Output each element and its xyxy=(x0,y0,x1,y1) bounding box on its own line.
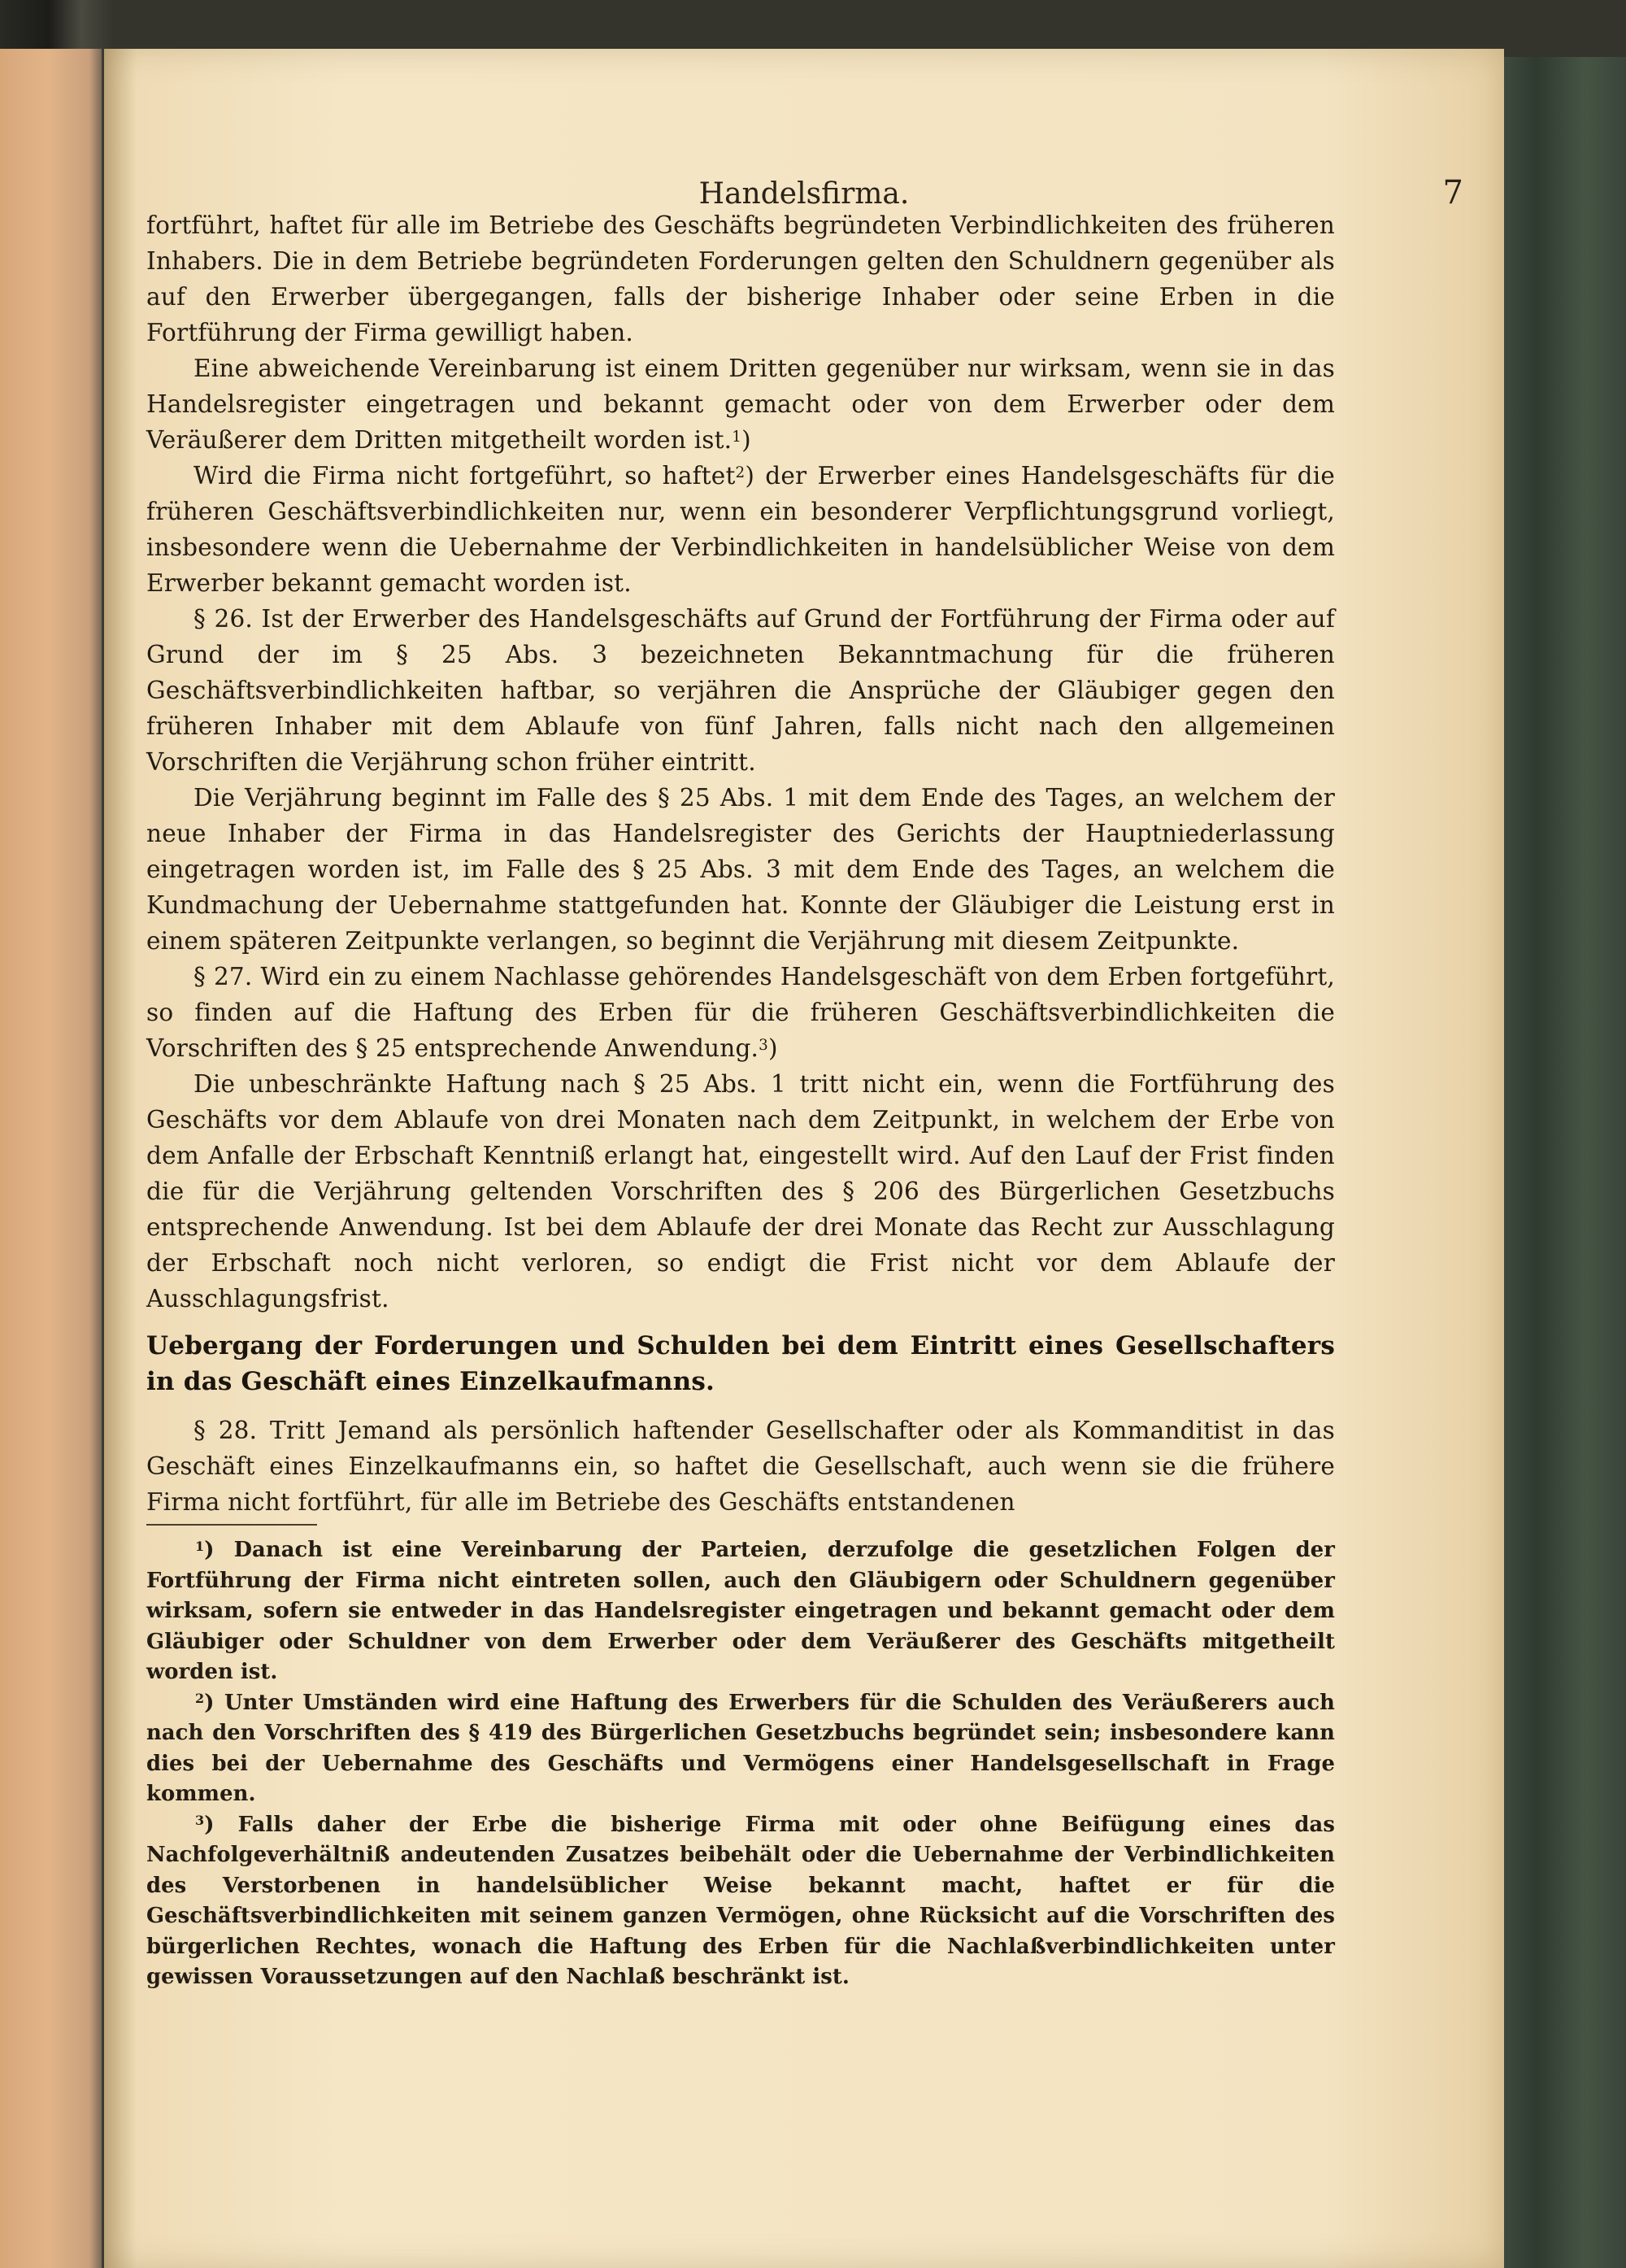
footnote xyxy=(146,1535,1335,1688)
paragraph xyxy=(146,207,1335,350)
paragraph-text: Die Verjährung beginnt im Falle des § 25 Abs. 1 mit dem Ende des Tages, an welchem der neue Inhaber der Firma in das Handelsregister des Gerichts der Hauptniederlassung eingetragen worden ist, im Falle des § 25 Abs. 3 mit dem Ende des Tages, an welchem die Kundmachung der Uebernahme stattgefunden hat. Konnte der Gläubiger die Leistung erst in einem späteren Zeitpunkte verlangen, so beginnt die Verjährung mit diesem Zeitpunkte. xyxy=(146,784,1335,955)
paragraph-text: Wird die Firma nicht fortgeführt, so haftet xyxy=(193,462,736,490)
paragraph-text: Eine abweichende Vereinbarung ist einem Dritten gegenüber nur wirksam, wenn sie in das Handelsregister eingetragen und bekannt gemacht oder von dem Erwerber oder dem Veräußerer dem Dritten mitgetheilt worden ist. xyxy=(146,355,1335,454)
paragraph-section-27: § 27. Wird ein zu einem Nachlasse gehörendes Handelsgeschäft von dem Erben fortgeführt, so finden auf die Haftung des Erben für die früheren Geschäftsverbindlichkeiten die Vorschriften des § 25 entsprechende Anwendung.$^3$) xyxy=(146,963,1335,1062)
body-text xyxy=(146,207,1335,1520)
footnote-divider xyxy=(146,1524,317,1526)
footnote-marker: 2 xyxy=(195,1691,205,1707)
paragraph-section-28 xyxy=(146,1413,1335,1520)
footnotes xyxy=(146,1535,1335,1993)
footnote-text: ) Danach ist eine Vereinbarung der Parteien, derzufolge die gesetzlichen Folgen der Fortführung der Firma nicht eintreten sollen, auch den Gläubigern oder Schuldnern gegenüber wirksam, sofern sie entweder in das Handelsregister eingetragen und bekannt gemacht oder dem Gläubiger oder Schuldner von dem Erwerber oder dem Veräußerer des Geschäfts mitgetheilt worden ist. xyxy=(146,1538,1335,1684)
page-number: 7 xyxy=(1442,174,1463,211)
facing-page-edge xyxy=(0,49,102,2268)
footnote xyxy=(146,1688,1335,1810)
section-heading: Uebergang der Forderungen und Schulden bei dem Eintritt eines Gesellschafters in das Geschäft eines Einzelkaufmanns. xyxy=(146,1331,1335,1396)
running-head: Handelsfirma. xyxy=(698,177,910,211)
footnote-marker: 3 xyxy=(195,1813,205,1829)
footnote-text: ) Falls daher der Erbe die bisherige Firma mit oder ohne Beifügung eines das Nachfolgeverhältniß andeutenden Zusatzes beibehält oder die Uebernahme der Verbindlichkeiten des Verstorbenen in handelsüblicher Weise bekannt macht, haftet er für die Geschäftsverbindlichkeiten mit seinem ganzen Vermögen, ohne Rücksicht auf die Vorschriften des bürgerlichen Rechtes, wonach die Haftung des Erben für die Nachlaßverbindlichkeiten unter gewissen Voraussetzungen auf den Nachlaß beschränkt ist. xyxy=(146,1812,1335,1989)
footnote-ref: 1 xyxy=(732,428,742,446)
footnote-ref: 3 xyxy=(759,1036,768,1054)
paragraph-text: § 26. Ist der Erwerber des Handelsgeschäfts auf Grund der Fortführung der Firma oder auf Grund der im § 25 Abs. 3 bezeichneten Bekanntmachung für die früheren Geschäftsverbindlichkeiten haftbar, so verjähren die Ansprüche der Gläubiger gegen den früheren Inhaber mit dem Ablaufe von fünf Jahren, falls nicht nach den allgemeinen Vorschriften die Verjährung schon früher eintritt. xyxy=(146,605,1335,776)
paragraph: Eine abweichende Vereinbarung ist einem Dritten gegenüber nur wirksam, wenn sie in das Handelsregister eingetragen und bekannt gemacht oder von dem Erwerber oder dem Veräußerer dem Dritten mitgetheilt worden ist.$^1$) xyxy=(146,355,1335,454)
paragraph-text: § 28. Tritt Jemand als persönlich haftender Gesellschafter oder als Kommanditist in das Geschäft eines Einzelkaufmanns ein, so haftet die Gesellschaft, auch wenn sie die frühere Firma nicht fortführt, für alle im Betriebe des Geschäfts entstandenen xyxy=(146,1417,1335,1516)
paragraph-text: der Erwerber eines Handelsgeschäfts für die früheren Geschäftsverbindlichkeiten nur, wenn ein besonderer Verpflichtungsgrund vorliegt, insbesondere wenn die Uebernahme der Verbindlichkeiten in handelsüblicher Weise von dem Erwerber bekannt gemacht worden ist. xyxy=(146,462,1335,597)
footnote-marker: 1 xyxy=(195,1538,205,1554)
footnote xyxy=(146,1810,1335,1993)
paragraph xyxy=(146,780,1335,959)
paragraph-text: Die unbeschränkte Haftung nach § 25 Abs. 1 tritt nicht ein, wenn die Fortführung des Geschäfts vor dem Ablaufe von drei Monaten nach dem Zeitpunkt, in welchem der Erbe von dem Anfalle der Erbschaft Kenntniß erlangt hat, eingestellt wird. Auf den Lauf der Frist finden die für die Verjährung geltenden Vorschriften des § 206 des Bürgerlichen Gesetzbuchs entsprechende Anwendung. Ist bei dem Ablaufe der drei Monate das Recht zur Ausschlagung der Erbschaft noch nicht verloren, so endigt die Frist nicht vor dem Ablaufe der Ausschlagungsfrist. xyxy=(146,1070,1335,1312)
book-cover-edge xyxy=(1504,57,1626,2268)
paragraph xyxy=(146,1066,1335,1317)
paragraph: Wird die Firma nicht fortgeführt, so haftet$^2$) der Erwerber eines Handelsgeschäfts für die früheren Geschäftsverbindlichkeiten nur, wenn ein besonderer Verpflichtungsgrund vorliegt, insbesondere wenn die Uebernahme der Verbindlichkeiten in handelsüblicher Weise von dem Erwerber bekannt gemacht worden ist. xyxy=(146,462,1335,597)
paragraph-text: § 27. Wird ein zu einem Nachlasse gehörendes Handelsgeschäft von dem Erben fortgeführt, so finden auf die Haftung des Erben für die früheren Geschäftsverbindlichkeiten die Vorschriften des § 25 entsprechende Anwendung. xyxy=(146,963,1335,1062)
paragraph-section-26 xyxy=(146,601,1335,780)
paragraph-text: fortführt, haftet für alle im Betriebe des Geschäfts begründeten Verbindlichkeiten des früheren Inhabers. Die in dem Betriebe begründeten Forderungen gelten den Schuldnern gegenüber als auf den Erwerber übergegangen, falls der bisherige Inhaber oder seine Erben in die Fortführung der Firma gewilligt haben. xyxy=(146,211,1335,346)
footnote-ref: 2 xyxy=(735,464,746,481)
footnote-text: ) Unter Umständen wird eine Haftung des Erwerbers für die Schulden des Veräußerers auch nach den Vorschriften des § 419 des Bürgerlichen Gesetzbuchs begründet sein; insbesondere kann dies bei der Uebernahme des Geschäfts und Vermögens einer Handelsgesellschaft in Frage kommen. xyxy=(146,1690,1335,1806)
